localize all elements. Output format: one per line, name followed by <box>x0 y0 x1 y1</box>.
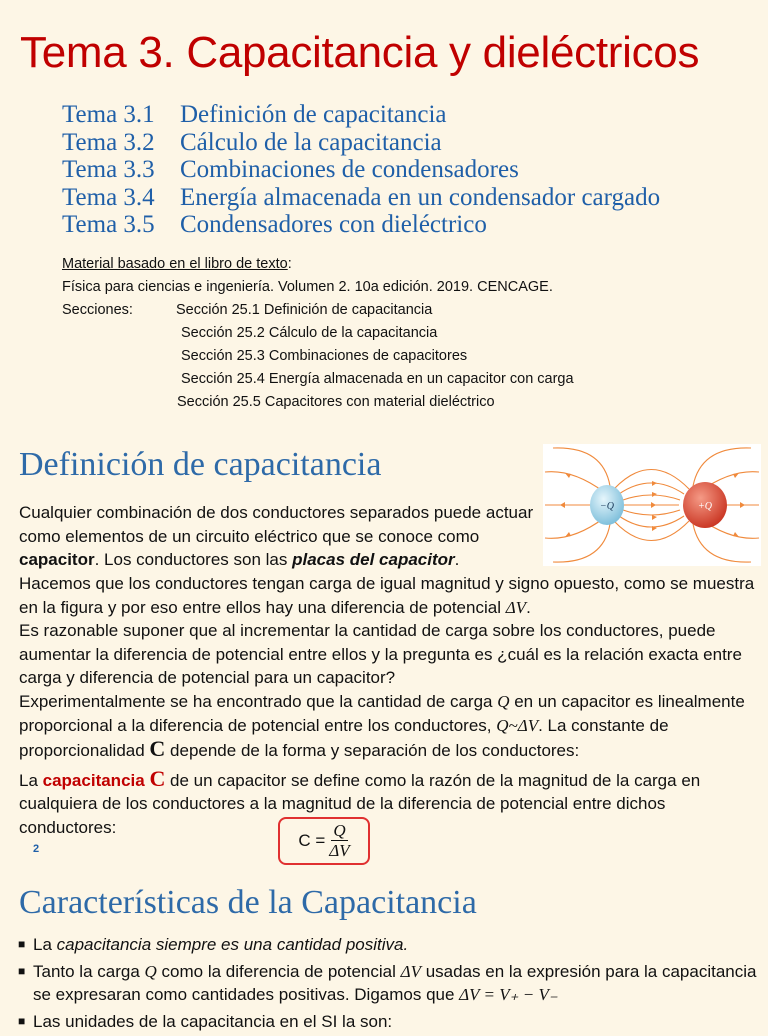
capacitance-term: capacitancia <box>42 770 145 790</box>
topic-number: Tema 3.5 <box>62 211 155 238</box>
capacitor-term: capacitor <box>19 550 95 570</box>
definition-heading: Definición de capacitancia <box>19 446 382 483</box>
paragraph: Experimentalmente se ha encontrado que la cantidad de carga Q en un capacitor es linealmente proporcional a la diferencia de potencial entre los conductores, Q~ΔV. La constante de proporcionalidad C depende de la forma y separación de los conductores: <box>19 691 745 762</box>
bullet-icon: ■ <box>18 963 26 978</box>
topic-text: Condensadores con dieléctrico <box>180 211 487 238</box>
section-item: Sección 25.2 Cálculo de la capacitancia <box>181 325 438 341</box>
sections-label: Secciones: <box>62 302 133 318</box>
page-number: 2 <box>33 843 40 855</box>
bullet-icon: ■ <box>18 937 26 951</box>
topic-item <box>62 101 660 129</box>
capacitance-formula <box>278 817 370 865</box>
bullet-icon: ■ <box>18 1013 26 1028</box>
formula-denominator: ΔV <box>329 841 350 860</box>
topic-item <box>62 211 660 239</box>
paragraph: Hacemos que los conductores tengan carga de igual magnitud y signo opuesto, como se muestra en la figura y por eso entre ellos hay una diferencia de potencial ΔV. <box>19 574 755 617</box>
topics-list <box>62 101 660 239</box>
paragraph: La capacitancia C de un capacitor se define como la razón de la magnitud de la carga en cualquiera de los conductores a la magnitud de la diferencia de potencial entre dichos conductores: <box>19 765 701 837</box>
list-item: ■ Las unidades de la capacitancia en el SI la son: <box>18 1010 758 1034</box>
characteristics-list <box>18 933 758 1036</box>
topic-text: Energía almacenada en un condensador cargado <box>180 183 661 211</box>
paragraph: Es razonable suponer que al incrementar la cantidad de carga sobre los conductores, puede aumentar la diferencia de potencial entre ellos y la pregunta es ¿cuál es la relación exacta entre carga y diferencia de potencial para un capacitor? <box>19 621 742 688</box>
material-label: Material basado en el libro de texto: <box>62 256 292 272</box>
list-item: ■ La capacitancia siempre es una cantidad positiva. <box>18 933 758 957</box>
topic-item <box>62 129 660 157</box>
field-lines-diagram <box>543 444 761 566</box>
characteristics-heading: Características de la Capacitancia <box>19 884 477 921</box>
topic-number: Tema 3.2 <box>62 128 155 156</box>
definition-body <box>19 572 759 840</box>
section-item: Sección 25.1 Definición de capacitancia <box>176 302 433 318</box>
topic-text: Cálculo de la capacitancia <box>180 128 442 156</box>
plates-term: placas del capacitor <box>292 550 455 570</box>
topic-number: Tema 3.1 <box>62 101 155 128</box>
topic-number: Tema 3.3 <box>62 156 155 183</box>
positive-charge-label: +Q <box>698 501 712 512</box>
page-title: Tema 3. Capacitancia y dieléctricos <box>20 28 700 77</box>
topic-number: Tema 3.4 <box>62 183 155 211</box>
section-item: Sección 25.3 Combinaciones de capacitores <box>181 348 468 364</box>
capacitor-field-figure <box>543 444 761 566</box>
formula-lhs: C = <box>298 831 326 850</box>
topic-text: Combinaciones de condensadores <box>180 156 519 183</box>
section-item: Sección 25.5 Capacitores con material dieléctrico <box>177 394 495 410</box>
formula-fraction <box>329 822 349 860</box>
list-item: ■ Tanto la carga Q como la diferencia de potencial ΔV usadas en la expresión para la capacitancia se expresaran como cantidades positivas. Digamos que ΔV = V₊ − V₋ <box>18 961 757 1004</box>
formula-numerator: Q <box>333 821 346 840</box>
book-reference: Física para ciencias e ingeniería. Volumen 2. 10a edición. 2019. CENCAGE. <box>62 279 553 295</box>
definition-intro: Cualquier combinación de dos conductores separados puede actuar como elementos de un circuito eléctrico que se conoce como capacitor. Los conductores son las placas del capacitor. <box>19 503 534 570</box>
negative-charge-label: −Q <box>600 501 614 512</box>
topic-item <box>62 156 660 184</box>
topic-item <box>62 184 660 212</box>
section-item: Sección 25.4 Energía almacenada en un capacitor con carga <box>181 371 574 387</box>
topic-text: Definición de capacitancia <box>180 101 447 128</box>
